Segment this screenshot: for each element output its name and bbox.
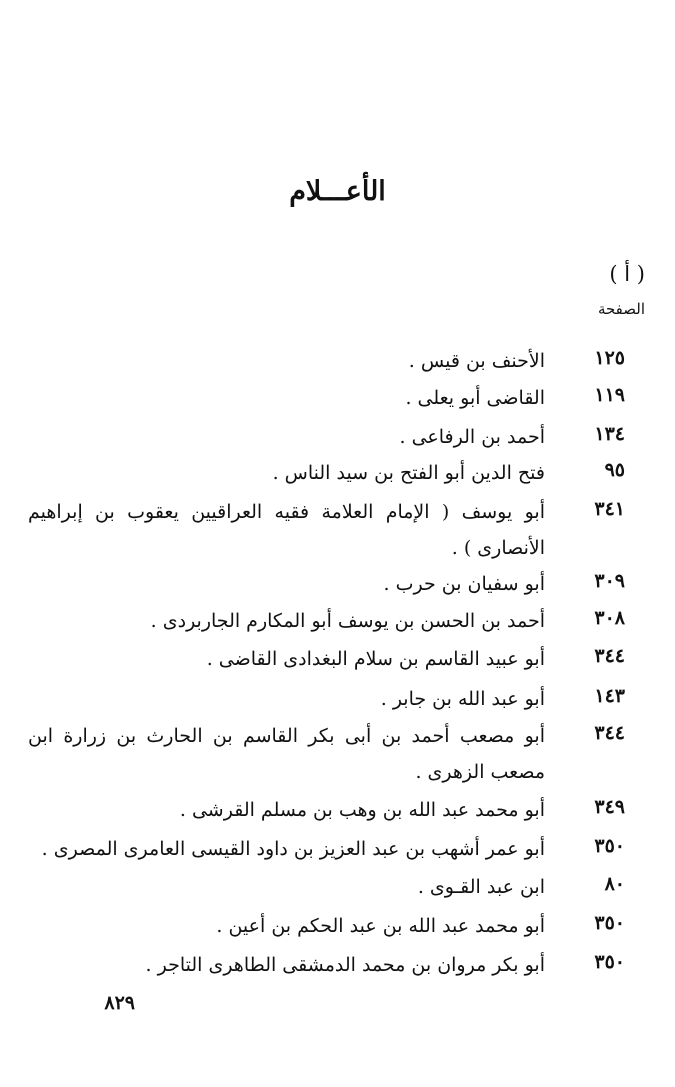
entry-page-number: ١٤٣ bbox=[594, 685, 625, 707]
index-entry bbox=[0, 641, 675, 671]
entry-name: أبو عبيد القاسم بن سلام البغدادى القاضى . bbox=[206, 648, 545, 670]
entry-page-number: ٣٤١ bbox=[594, 498, 625, 520]
entry-page-number: ٣٥٠ bbox=[594, 912, 625, 934]
entry-name: أبو محمد عبد الله بن وهب بن مسلم القرشى . bbox=[179, 799, 545, 821]
entry-name: أبو سفيان بن حرب . bbox=[383, 573, 545, 595]
entry-page-number: ٨٠ bbox=[604, 873, 625, 895]
entry-name: فتح الدين أبو الفتح بن سيد الناس . bbox=[272, 462, 545, 484]
entry-name: أبو مصعب أحمد بن أبى بكر القاسم بن الحارث بن زرارة ابن مصعب الزهرى . bbox=[28, 725, 545, 783]
section-letter: ( أ ) bbox=[609, 262, 645, 286]
index-entry bbox=[0, 947, 675, 977]
entry-name: القاضى أبو يعلى . bbox=[405, 387, 545, 409]
index-entry bbox=[0, 603, 675, 633]
entry-page-number: ٣٥٠ bbox=[594, 951, 625, 973]
index-entry bbox=[0, 869, 675, 899]
entry-name: أبو عبد الله بن جابر . bbox=[380, 688, 545, 710]
entry-name: أحمد بن الرفاعى . bbox=[399, 426, 545, 448]
index-entry bbox=[0, 831, 675, 861]
entry-page-number: ١٣٤ bbox=[594, 423, 625, 445]
entry-page-number: ٣٠٨ bbox=[594, 607, 625, 629]
entry-page-number: ٣٤٤ bbox=[594, 722, 625, 744]
index-entry bbox=[0, 343, 675, 373]
entry-name: ابن عبد القـوى . bbox=[417, 876, 545, 898]
entry-page-number: ١٢٥ bbox=[594, 347, 625, 369]
entry-name: الأحنف بن قيس . bbox=[408, 350, 545, 372]
index-entry bbox=[0, 494, 675, 559]
entry-name: أبو بكر مروان بن محمد الدمشقى الطاهرى التاجر . bbox=[145, 954, 545, 976]
page-number: ٨٢٩ bbox=[104, 992, 135, 1014]
entry-name: أبو يوسف ( الإمام العلامة فقيه العراقيين يعقوب بن إبراهيم الأنصارى ) . bbox=[28, 501, 545, 559]
index-entry bbox=[0, 566, 675, 596]
entry-name: أحمد بن الحسن بن يوسف أبو المكارم الجاربردى . bbox=[150, 610, 545, 632]
entry-name: أبو عمر أشهب بن عبد العزيز بن داود القيسى العامرى المصرى . bbox=[41, 838, 545, 860]
entry-page-number: ١١٩ bbox=[594, 384, 625, 406]
entry-page-number: ٣٥٠ bbox=[594, 835, 625, 857]
entry-page-number: ٣٠٩ bbox=[594, 570, 625, 592]
index-entry bbox=[0, 908, 675, 938]
index-entry bbox=[0, 718, 675, 783]
index-entry bbox=[0, 681, 675, 711]
entry-name: أبو محمد عبد الله بن عبد الحكم بن أعين . bbox=[216, 915, 545, 937]
page-column-header: الصفحة bbox=[597, 300, 645, 318]
entry-page-number: ٣٤٩ bbox=[594, 796, 625, 818]
index-entry bbox=[0, 419, 675, 449]
entry-page-number: ٣٤٤ bbox=[594, 645, 625, 667]
entry-page-number: ٩٥ bbox=[604, 459, 625, 481]
index-entry bbox=[0, 380, 675, 410]
index-entry bbox=[0, 455, 675, 485]
page-title: الأعـــلام bbox=[289, 176, 386, 207]
index-entry bbox=[0, 792, 675, 822]
